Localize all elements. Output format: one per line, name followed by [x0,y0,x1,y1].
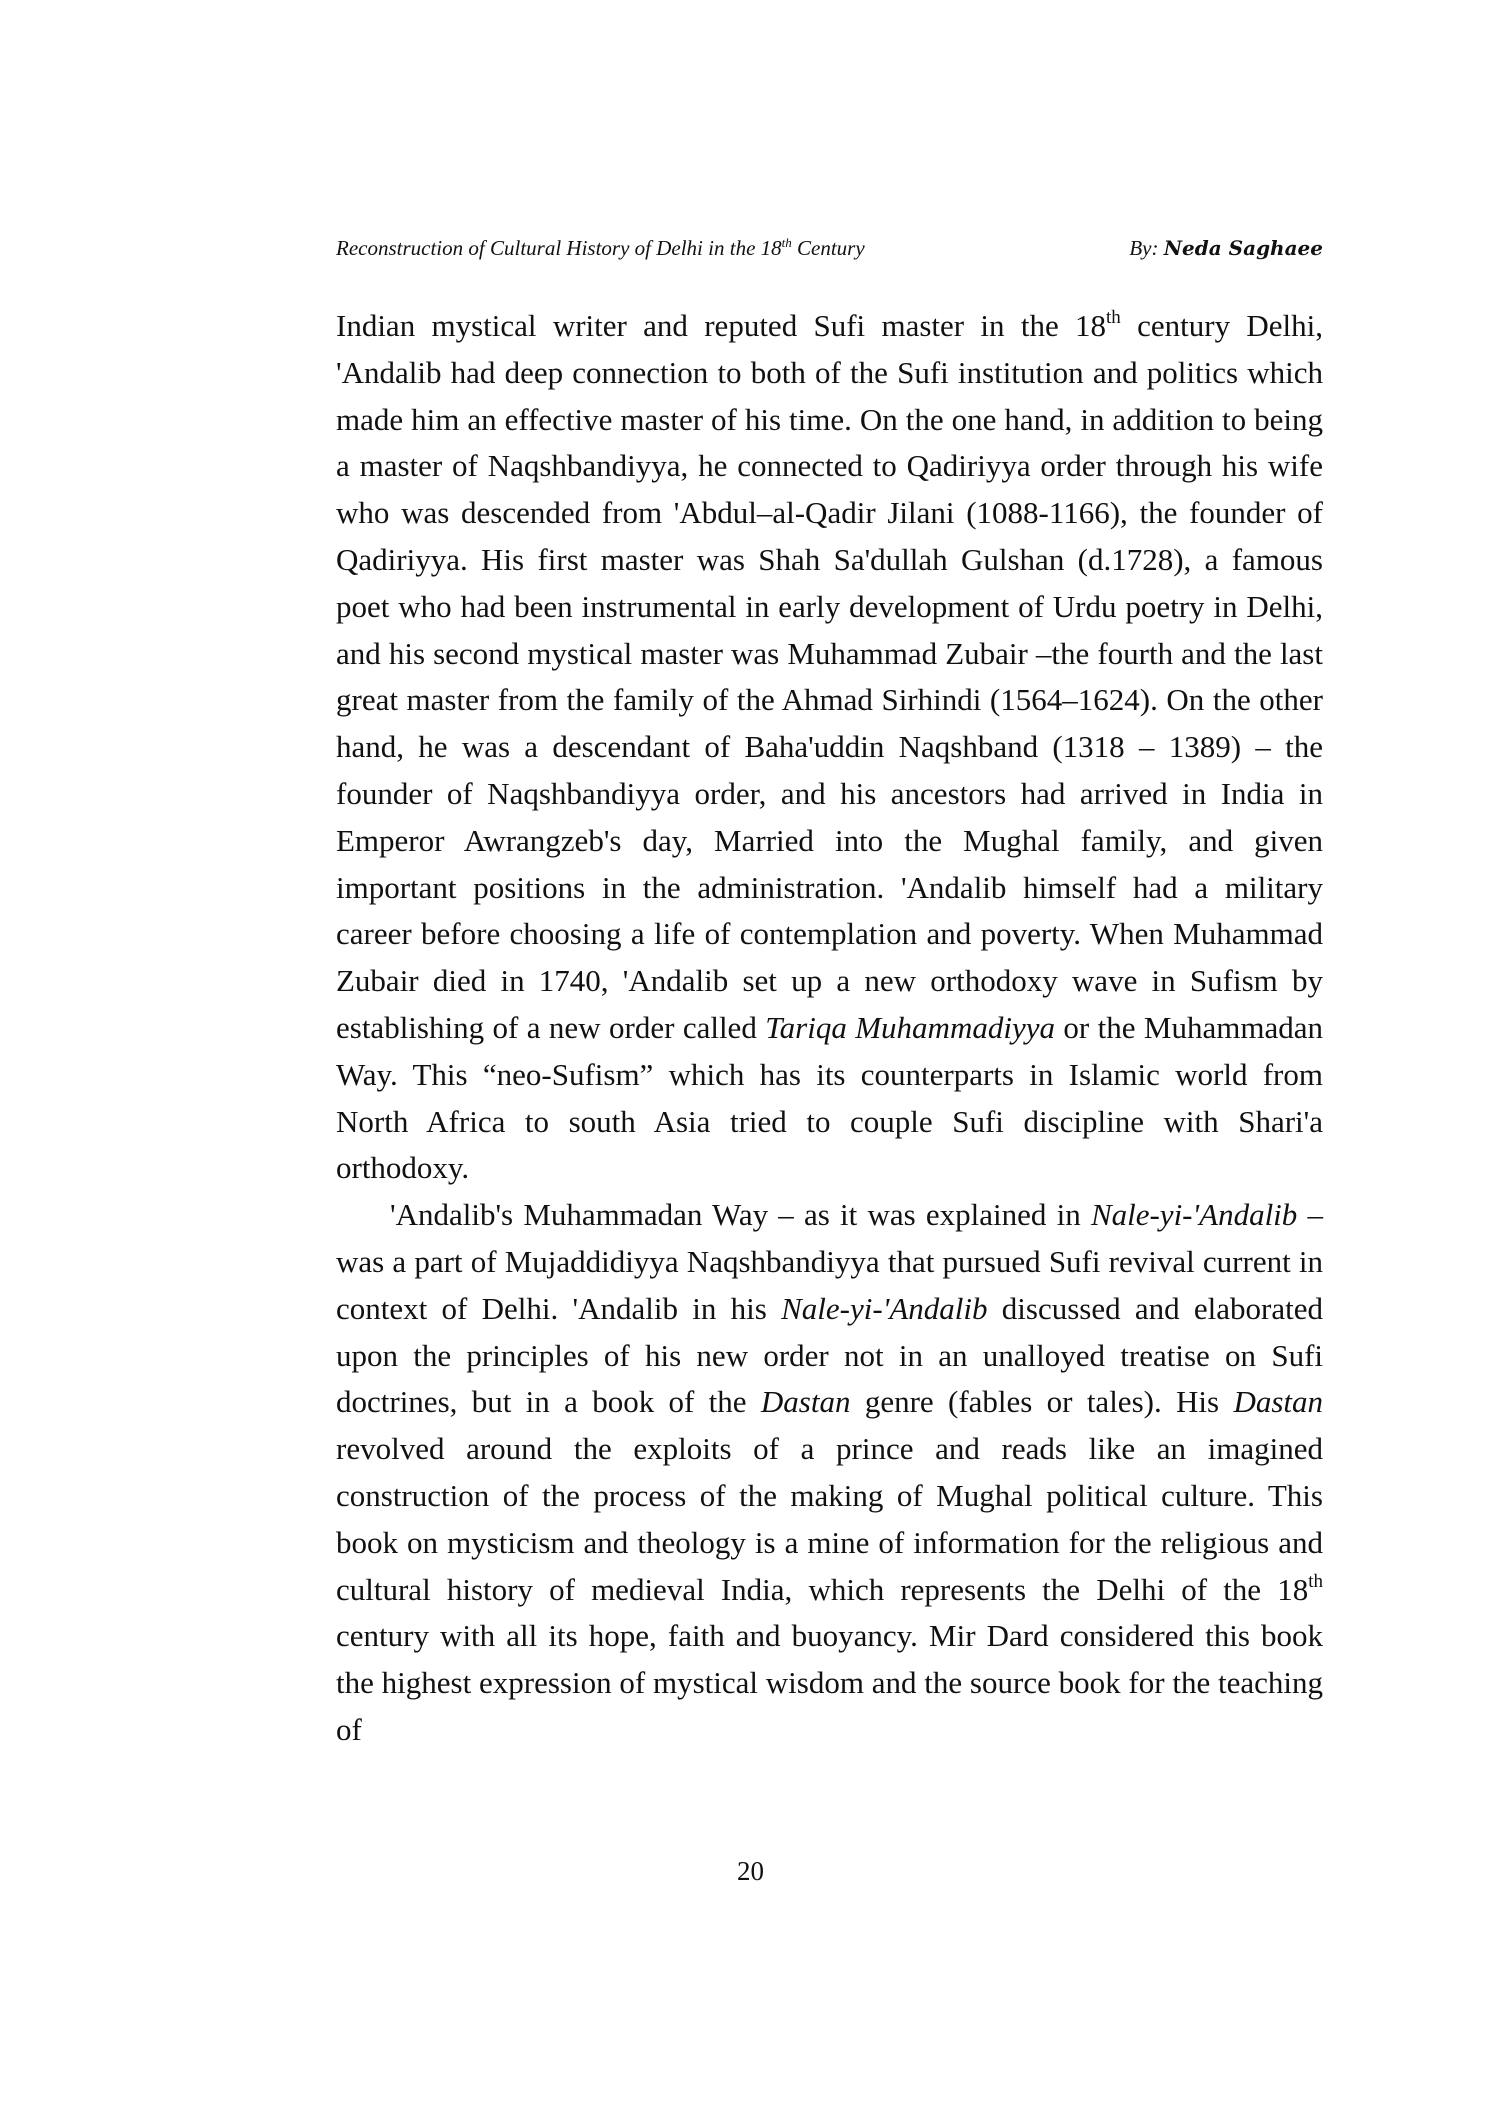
italic-text: Dastan [760,1384,851,1420]
text-run: revolved around the exploits of a prince and reads like an imagined construction of the process of the making of Mughal political culture. This book on mysticism and theology is a mine of information for the religious and cultural history of medieval India, which represents the Delhi of the 18 [336,1431,1323,1607]
text-run: Indian mystical writer and reputed Sufi master in the 18 [336,308,1107,343]
text-run: century with all its hope, faith and buoyancy. Mir Dard considered this book the highest expression of mystical wisdom and the source book for the teaching of [336,1618,1323,1747]
author-name: Neda Saghaee [1163,236,1323,260]
header-title-end: Century [791,236,865,260]
header-title-superscript: th [781,235,792,250]
body-paragraph [336,303,1323,1192]
italic-text: Dastan [1233,1384,1324,1420]
text-run: 'Andalib's Muhammadan Way – as it was explained in [390,1197,1091,1233]
running-header [336,236,1323,270]
italic-text: Tariqa Muhammadiyya [765,1009,1055,1045]
body-text [336,303,1323,1754]
superscript-text: th [1106,307,1121,328]
header-title-main: Reconstruction of Cultural History of Delhi in the 18 [336,236,782,260]
body-paragraph [336,1192,1323,1754]
text-run: – was a part of Mujaddidiyya Naqshbandiyya that pursued Sufi revival current in context of Delhi. 'Andalib in his [336,1197,1324,1326]
italic-text: Nale-yi-'Andalib [781,1290,988,1326]
text-run: genre (fables or tales). His [850,1384,1234,1420]
text-run: century Delhi, 'Andalib had deep connection to both of the Sufi institution and politics which made him an effective master of his time. On the one hand, in addition to being a master of Naqshbandiyya, he connected to Qadiriyya order through his wife who was descended from 'Abdul–al-Qadir Jilani (1088-1166), the founder of Qadiriyya. His first master was Shah Sa'dullah Gulshan (d.1728), a famous poet who had been instrumental in early development of Urdu poetry in Delhi, and his second mystical master was Muhammad Zubair –the fourth and the last great master from the family of the Ahmad Sirhindi (1564–1624). On the other hand, he was a descendant of Baha'uddin Naqshband (1318 – 1389) – the founder of Naqshbandiyya order, and his ancestors had arrived in India in Emperor Awrangzeb's day, Married into the Mughal family, and given important positions in the administration. 'Andalib himself had a military career before choosing a life of contemplation and poverty. When Muhammad Zubair died in 1740, 'Andalib set up a new orthodoxy wave in Sufism by establishing of a new order called [336,308,1324,1045]
running-header-title [336,236,865,261]
running-header-author [1129,236,1323,261]
italic-text: Nale-yi-'Andalib [1090,1197,1298,1233]
text-run: or the Muhammadan Way. This “neo-Sufism” which has its counterparts in Islamic world from North Africa to south Asia tried to couple Sufi discipline with Shari'a orthodoxy. [336,1009,1323,1186]
superscript-text: th [1308,1570,1323,1592]
text-run: discussed and elaborated upon the principles of his new order not in an unalloyed treatise on Sufi doctrines, but in a book of the [336,1290,1323,1420]
author-prefix: By: [1129,236,1164,260]
page-number: 20 [737,1856,764,1886]
